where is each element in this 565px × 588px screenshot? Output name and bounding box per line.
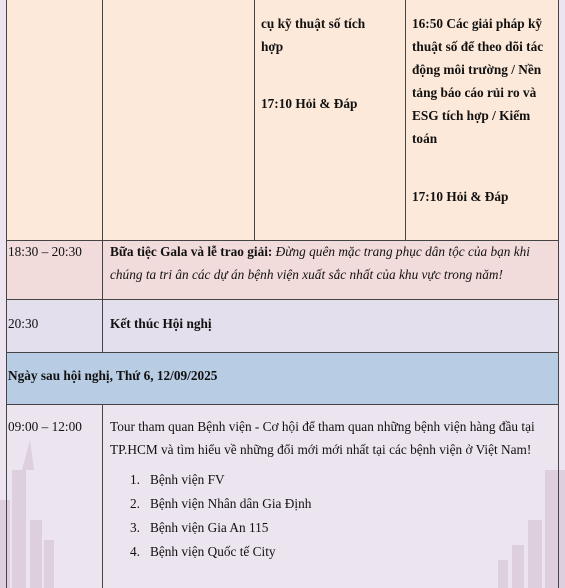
closing-row [6,299,559,352]
tour-desc-line1: Tour tham quan Bệnh viện - Cơ hội để tham quan những bệnh viện hàng đầu tại [110,419,535,434]
track4-line-3: động môi trường / Nền [412,62,542,77]
tour-time: 09:00 – 12:00 [8,419,82,434]
column-divider [558,0,559,588]
column-divider [405,0,406,240]
gala-row [6,240,559,299]
row-divider [6,352,559,353]
row-divider [6,404,559,405]
tour-desc-line2: TP.HCM và tìm hiểu về những đổi mới mới nhất tại các bệnh viện ở Việt Nam! [110,442,532,457]
track4-line-2: thuật số để theo dõi tác [412,39,544,54]
list-item: 4. Bệnh viện Quốc tế City [130,544,276,559]
list-item: 3. Bệnh viện Gia An 115 [130,520,269,535]
list-item: 1. Bệnh viện FV [130,472,225,487]
time-cell-empty [6,0,102,240]
column-divider [102,0,103,352]
column-divider [102,404,103,588]
track3-line2: hợp [261,39,284,54]
tour-row [6,404,559,588]
column-divider [254,0,255,240]
closing-title: Kết thúc Hội nghị [110,316,212,331]
gala-time: 18:30 – 20:30 [8,244,82,259]
gala-desc-line2: chúng ta tri ân các dự án bệnh viện xuất sắc nhất của khu vực trong năm! [110,267,503,282]
gala-title: Bữa tiệc Gala và lễ trao giải: [110,244,273,259]
row-divider [6,299,559,300]
column-divider [6,0,7,588]
track4-line-5: ESG tích hợp / Kiểm [412,108,531,123]
list-item: 2. Bệnh viện Nhân dân Gia Định [130,496,312,511]
hospital-list [130,468,311,564]
day-after-heading: Ngày sau hội nghị, Thứ 6, 12/09/2025 [8,368,218,383]
track-cell-4 [405,0,559,240]
session-cell-empty [102,0,254,240]
row-divider [6,240,559,241]
track4-line-4: tảng báo cáo rủi ro và [412,85,537,100]
closing-time: 20:30 [8,316,39,331]
track3-qa: 17:10 Hỏi & Đáp [261,96,358,111]
track4-qa: 17:10 Hỏi & Đáp [412,189,509,204]
gala-desc-line1: Đừng quên mặc trang phục dân tộc của bạn khi [272,244,530,259]
track-cell-3 [254,0,405,240]
track4-line-6: toán [412,131,438,146]
track3-line1: cụ kỹ thuật số tích [261,16,366,31]
track4-line-1: 16:50 Các giải pháp kỹ [412,16,543,31]
day-after-heading-row [6,352,559,404]
